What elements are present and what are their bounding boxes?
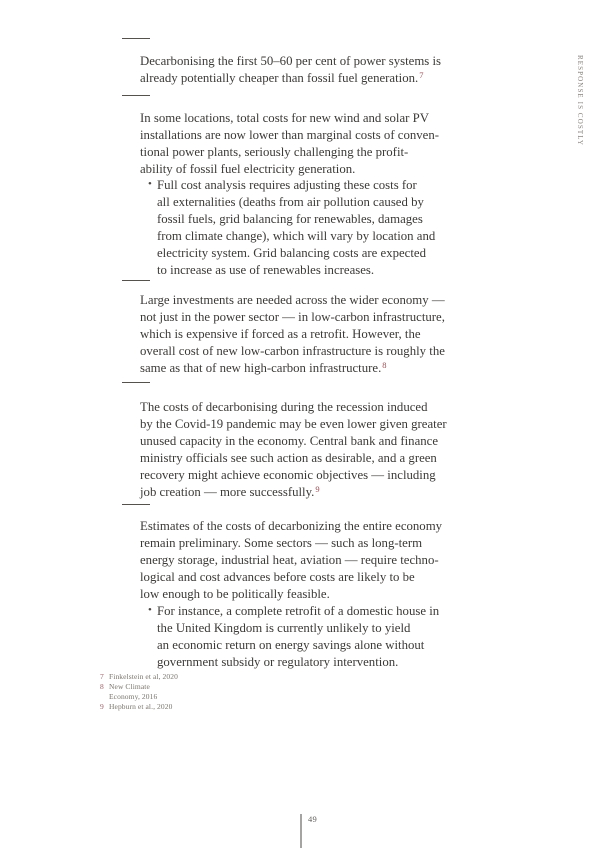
footnote-7 — [100, 672, 178, 682]
paragraph-lines: Large investments are needed across the wider economy — not just in the power sector — in low-carbon infrastructure, which is expensive if forced as a retrofit. However, the overall cost of new low-carbon infrastructure is roughly the — [140, 293, 445, 358]
footnotes — [100, 672, 178, 712]
footnote-text: Finkelstein et al, 2020 — [109, 672, 178, 681]
footnote-number: 9 — [100, 702, 104, 711]
bullet-item-full-cost-analysis — [147, 177, 435, 279]
bullet-lines: For instance, a complete retrofit of a domestic house in the United Kingdom is currently unlikely to yield an economic return on energy savings alone without government subsidy or regulatory intervention. — [157, 604, 440, 669]
paragraph-large-investments — [140, 292, 445, 378]
footnote-text: Hepburn et al., 2020 — [109, 702, 173, 711]
footnote-number: 8 — [100, 682, 104, 691]
paragraph-lines: The costs of decarbonising during the recession induced by the Covid-19 pandemic may be even lower given greater unused capacity in the economy. Central bank and finance ministry officials see such action as desirable, and a green recovery might achieve economic objectives — including — [140, 400, 447, 482]
footnote-ref-8: 8 — [382, 360, 387, 370]
running-header-vertical: RESPONSE IS COSTLY — [576, 55, 584, 147]
page-number-rule — [300, 814, 302, 848]
paragraph-last-line: same as that of new high-carbon infrastructure. — [140, 361, 382, 375]
paragraph-wind-solar-costs — [140, 110, 439, 178]
paragraph-lines: In some locations, total costs for new wind and solar PV installations are now lower than marginal costs of conven- tional power plants, seriously challenging the profit- ability of fossil fuel electricity generation. — [140, 111, 439, 176]
footnote-ref-7: 7 — [419, 70, 424, 80]
paragraph-power-systems — [140, 53, 441, 88]
paragraph-last-line: job creation — more successfully. — [140, 485, 315, 499]
section-rule — [122, 38, 150, 39]
paragraph-last-line: already potentially cheaper than fossil fuel generation. — [140, 71, 419, 85]
footnote-9 — [100, 702, 178, 712]
bullet-icon: • — [148, 178, 152, 190]
paragraph-lines: Estimates of the costs of decarbonizing the entire economy remain preliminary. Some sectors — such as long-term energy storage, industrial heat, aviation — require techno- logical and cost advances before costs are likely to be low enough to be politically feasible. — [140, 519, 443, 601]
section-rule — [122, 95, 150, 96]
bullet-icon: • — [148, 604, 152, 616]
bullet-item-domestic-retrofit — [147, 603, 439, 671]
section-rule — [122, 280, 150, 281]
footnote-number: 7 — [100, 672, 104, 681]
footnote-8 — [100, 682, 178, 702]
page-number: 49 — [308, 814, 318, 824]
section-rule — [122, 504, 150, 505]
paragraph-covid-recession — [140, 399, 447, 502]
section-rule — [122, 382, 150, 383]
footnote-text: New Climate Economy, 2016 — [109, 682, 158, 701]
footnote-ref-9: 9 — [315, 484, 320, 494]
paragraph-lines: Decarbonising the first 50–60 per cent of power systems is — [140, 54, 442, 68]
paragraph-cost-estimates — [140, 518, 442, 603]
bullet-lines: Full cost analysis requires adjusting these costs for all externalities (deaths from air pollution caused by fossil fuels, grid balancing for renewables, damages from climate change), which will vary by location and electricity system. Grid balancing costs are expected to increase as use of renewables increases. — [157, 178, 436, 277]
